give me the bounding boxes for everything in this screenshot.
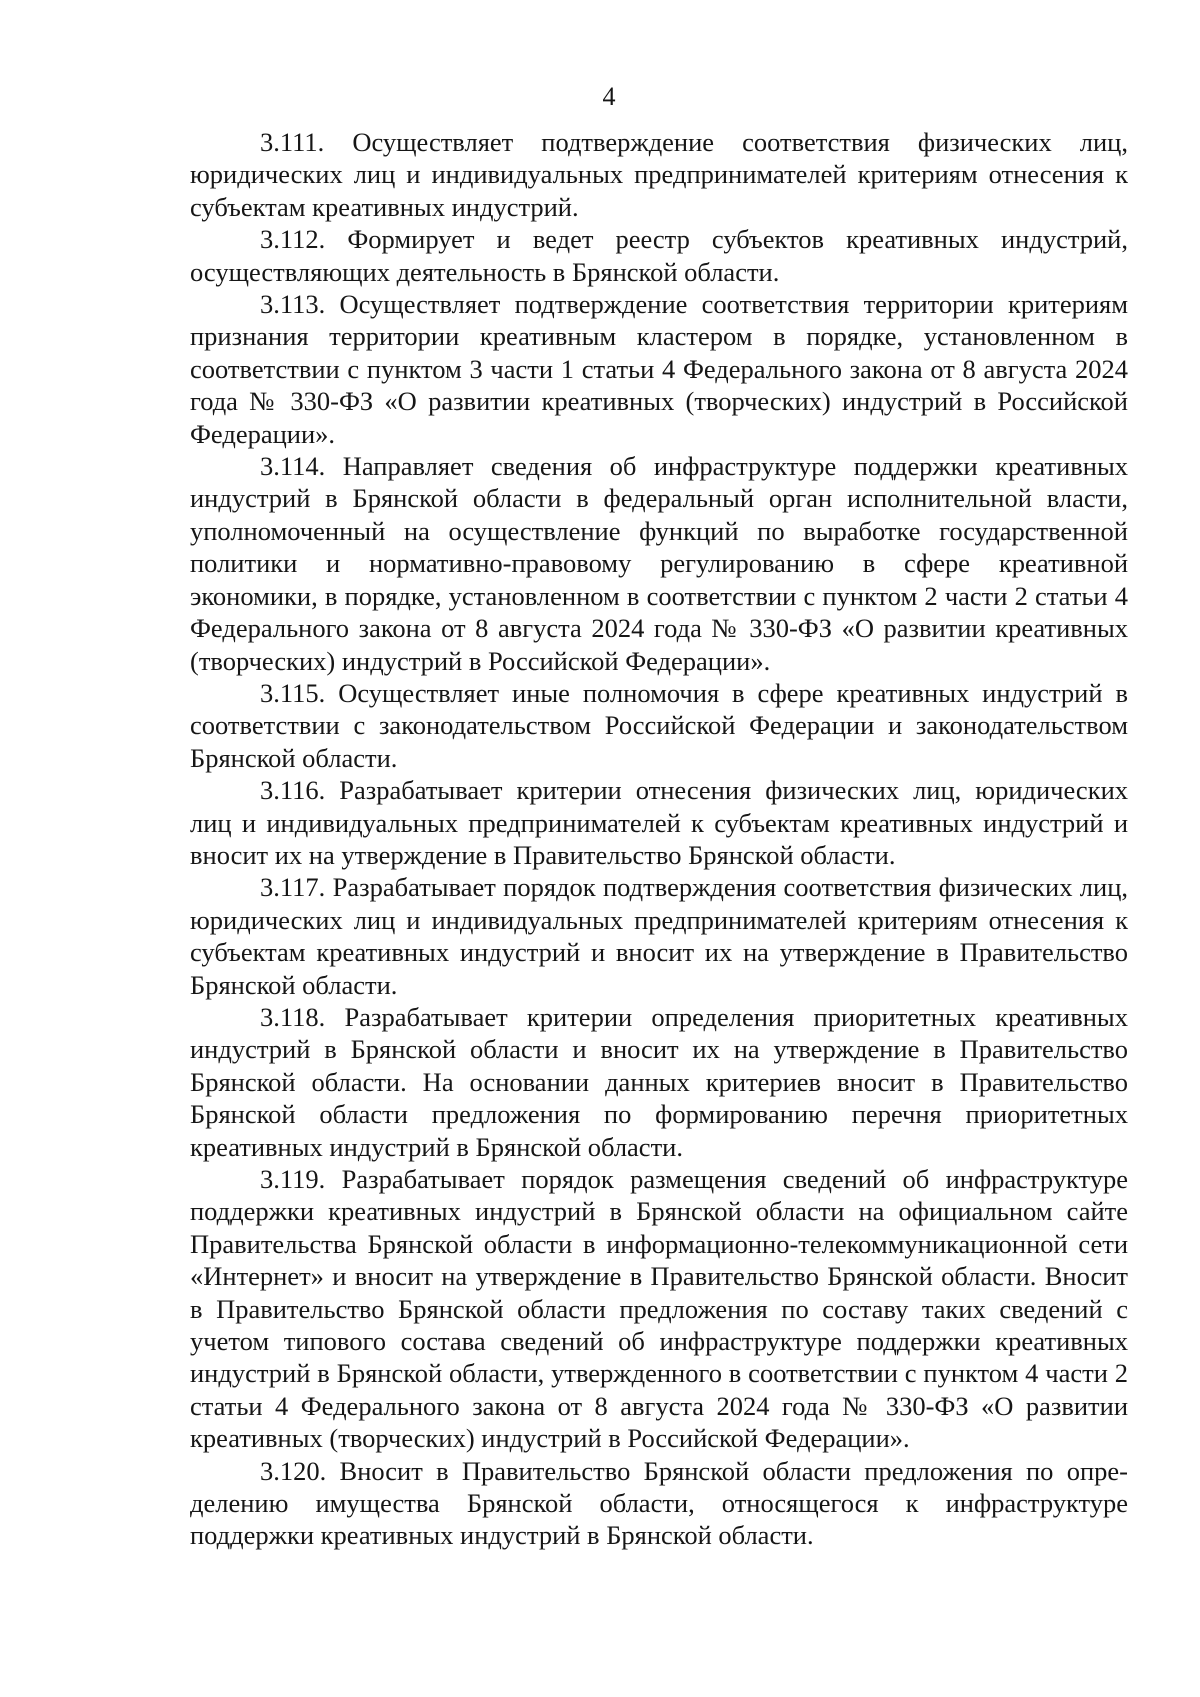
paragraph-3-111: 3.111. Осуществляет подтверждение соответствия физических лиц, юридических лиц и индивидуальных предпринимателей критериям отнесения к субъектам креативных индустрий. [190,127,1128,222]
paragraph-3-112: 3.112. Формирует и ведет реестр субъектов креативных индустрий, осуществляющих деятельность в Брянской области. [190,224,1128,287]
paragraph-3-120: 3.120. Вносит в Правительство Брянской области предложения по определению имущества Брянской области, относящегося к инфраструктуре поддержки креативных индустрий в Брянской области. [190,1455,1128,1551]
document-body [190,126,1128,1552]
paragraph-3-113: 3.113. Осуществляет подтверждение соответствия территории критериям признания территории креативным кластером в порядке, установленном в соответствии с пунктом 3 части 1 статьи 4 Федерального закона от 8 августа 2024 года № 330-ФЗ «О развитии креативных (творческих) индустрий в Российской Федерации». [190,289,1128,449]
paragraph-3-114: 3.114. Направляет сведения об инфраструктуре поддержки креативных индустрий в Брянской области в федеральный орган исполнительной власти, уполномоченный на осуществление функций по выработке государственной политики и нормативно-правовому регулированию в сфере креативной экономики, в порядке, установленном в соответствии с пунктом 2 части 2 статьи 4 Федерального закона от 8 августа 2024 года № 330-ФЗ «О развитии креативных (творческих) индустрий в Российской Федерации». [190,451,1128,676]
paragraph-3-116: 3.116. Разрабатывает критерии отнесения физических лиц, юридических лиц и индивидуальных предпринимателей к субъектам креативных индустрий и вносит их на утверждение в Правительство Брянской области. [190,775,1128,870]
page-number: 4 [602,82,616,111]
paragraph-3-118: 3.118. Разрабатывает критерии определения приоритетных креативных индустрий в Брянской области и вносит их на утверждение в Правительство Брянской области. На основании данных критериев вносит в Правительство Брянской области предложения по формированию перечня приоритетных креативных индустрий в Брянской области. [190,1001,1128,1162]
paragraph-3-119: 3.119. Разрабатывает порядок размещения сведений об инфраструктуре поддержки креативных индустрий в Брянской области на официальном сайте Правительства Брянской области в информационно-телекоммуникационной сети «Интернет» и вносит на утверждение в Правительство Брянской области. Вносит в Правительство Брянской области предложения по составу таких сведений с учетом типового состава сведений об инфраструктуре поддержки креативных индустрий в Брянской области, утвержденного в соответствии с пунктом 4 части 2 статьи 4 Федерального закона от 8 августа 2024 года № 330-ФЗ «О развитии креативных (творческих) индустрий в Российской Федерации». [190,1164,1128,1454]
paragraph-3-115: 3.115. Осуществляет иные полномочия в сфере креативных индустрий в соответствии с законодательством Российской Федерации и законодательством Брянской области. [190,677,1128,773]
paragraph-3-117: 3.117. Разрабатывает порядок подтверждения соответствия физических лиц, юридических лиц и индивидуальных предпринимателей критериям отнесения к субъектам креативных индустрий и вносит их на утверждение в Правительство Брянской области. [190,872,1128,1000]
